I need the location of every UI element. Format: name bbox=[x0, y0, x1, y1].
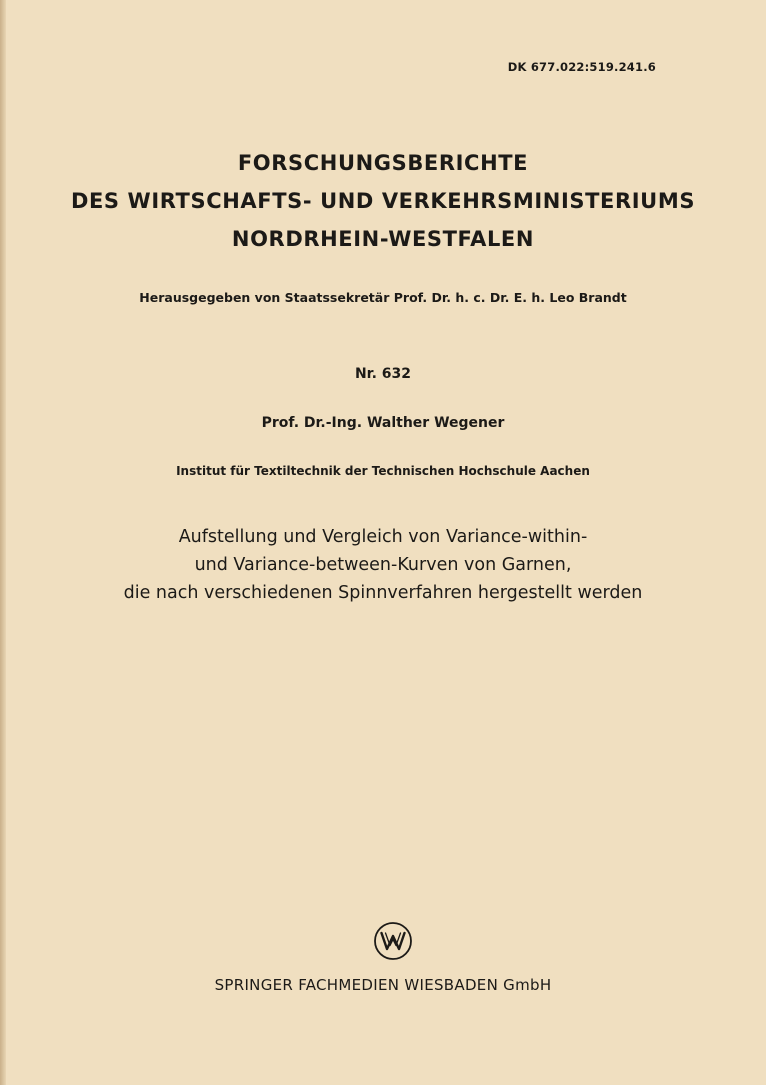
publisher-name: SPRINGER FACHMEDIEN WIESBADEN GmbH bbox=[214, 976, 552, 994]
author-name: Prof. Dr.-Ing. Walther Wegener bbox=[261, 415, 505, 431]
editor-line: Herausgegeben von Staatssekretär Prof. Dr. h. c. Dr. E. h. Leo Brandt bbox=[139, 290, 627, 305]
report-title-line-2: und Variance-between-Kurven von Garnen, bbox=[194, 555, 572, 575]
report-title-line-1: Aufstellung und Vergleich von Variance-within- bbox=[178, 527, 588, 547]
series-title-line-3: NORDRHEIN-WESTFALEN bbox=[231, 227, 535, 251]
report-number: Nr. 632 bbox=[354, 366, 412, 382]
report-title-line-3: die nach verschiedenen Spinnverfahren hergestellt werden bbox=[123, 583, 643, 603]
springer-logo-icon bbox=[373, 921, 413, 961]
series-title-line-2: DES WIRTSCHAFTS- UND VERKEHRSMINISTERIUMS bbox=[70, 189, 696, 213]
series-title-line-1: FORSCHUNGSBERICHTE bbox=[237, 151, 529, 175]
classification-number: DK 677.022:519.241.6 bbox=[507, 60, 656, 74]
series-title bbox=[0, 144, 766, 258]
institute-name: Institut für Textiltechnik der Technischen Hochschule Aachen bbox=[176, 464, 590, 478]
report-title bbox=[0, 523, 766, 607]
